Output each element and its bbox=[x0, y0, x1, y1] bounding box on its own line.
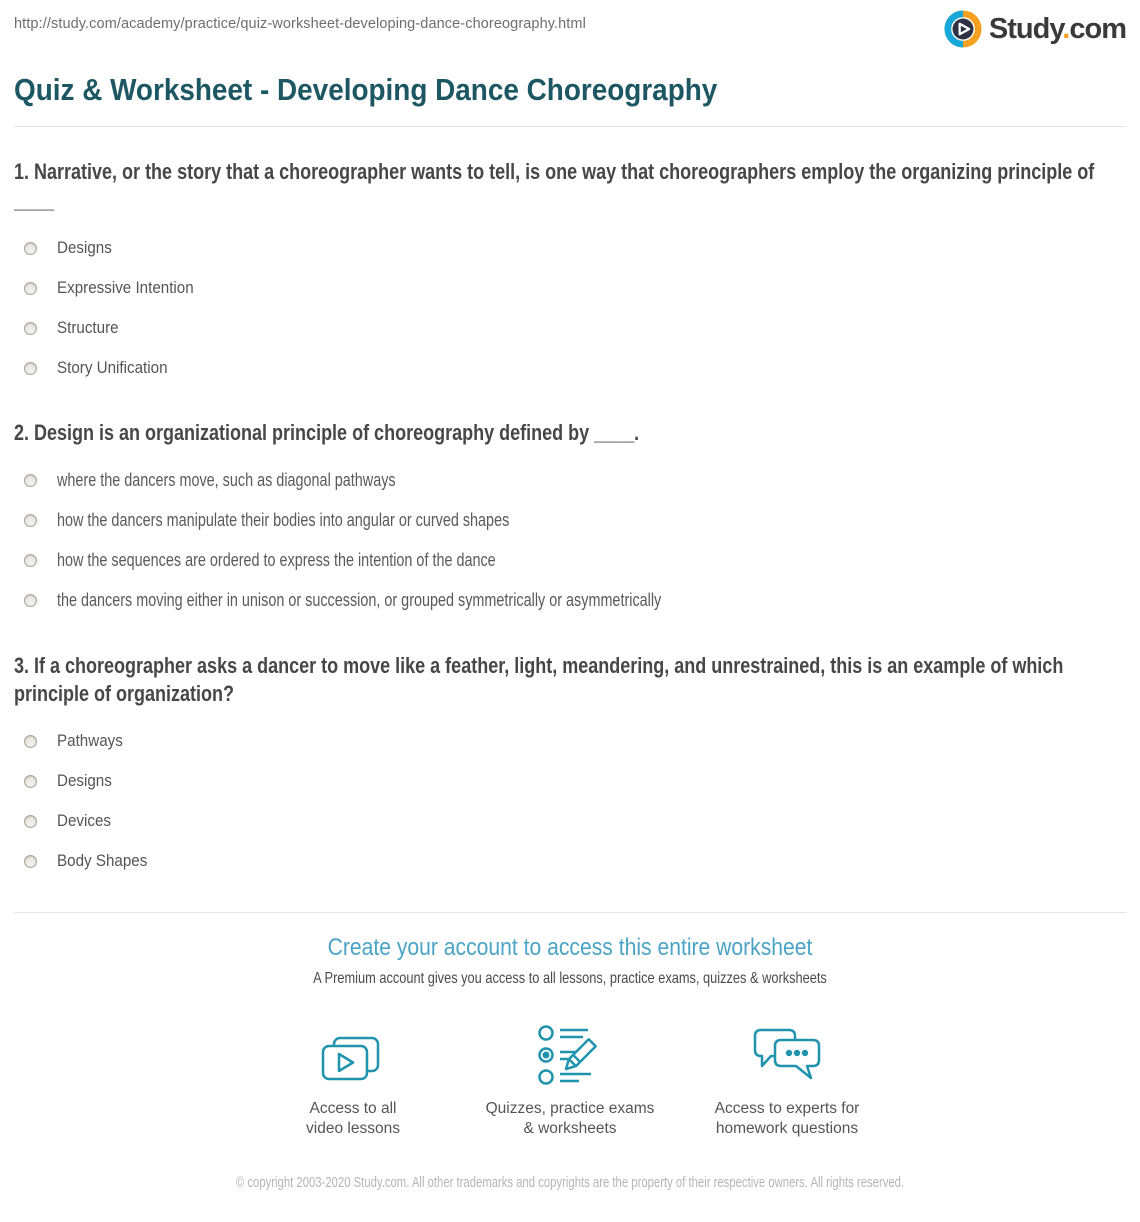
radio-button[interactable] bbox=[24, 554, 37, 567]
question-2-text: 2. Design is an organizational principle of choreography defined by ____. bbox=[14, 420, 640, 446]
radio-button[interactable] bbox=[24, 735, 37, 748]
feature-label: Quizzes, practice exams & worksheets bbox=[485, 1099, 655, 1137]
option-label: Pathways bbox=[57, 732, 123, 751]
answer-option[interactable] bbox=[14, 308, 1126, 348]
radio-button[interactable] bbox=[24, 775, 37, 788]
feature-expert-help bbox=[679, 1028, 896, 1139]
option-label: Structure bbox=[57, 318, 119, 337]
radio-button[interactable] bbox=[24, 242, 37, 255]
answer-option[interactable] bbox=[14, 581, 1126, 621]
feature-quizzes-worksheets bbox=[462, 1028, 679, 1139]
option-label: Designs bbox=[57, 772, 112, 791]
page-title: Quiz & Worksheet - Developing Dance Choreography bbox=[14, 72, 718, 107]
answer-option[interactable] bbox=[14, 461, 1126, 501]
title-divider bbox=[14, 126, 1126, 127]
answer-option[interactable] bbox=[14, 762, 1126, 802]
question-1 bbox=[14, 158, 1126, 388]
question-1-text: 1. Narrative, or the story that a choreographer wants to tell, is one way that choreographers employ the organizing principle of ____ bbox=[14, 159, 1095, 213]
answer-option[interactable] bbox=[14, 541, 1126, 581]
page-header bbox=[14, 0, 1126, 48]
feature-list bbox=[14, 1028, 1126, 1139]
option-label: Body Shapes bbox=[57, 852, 148, 871]
question-3-text: 3. If a choreographer asks a dancer to move like a feather, light, meandering, and unrestrained, this is an example of which principle of organization? bbox=[14, 652, 1064, 707]
radio-button[interactable] bbox=[24, 474, 37, 487]
quizzes-worksheets-icon bbox=[462, 1028, 679, 1086]
radio-button[interactable] bbox=[24, 855, 37, 868]
question-2-options bbox=[14, 461, 1126, 621]
radio-button[interactable] bbox=[24, 815, 37, 828]
experts-chat-icon bbox=[679, 1028, 896, 1086]
option-label: how the sequences are ordered to express the intention of the dance bbox=[57, 550, 496, 571]
feature-video-lessons bbox=[245, 1028, 462, 1139]
answer-option[interactable] bbox=[14, 348, 1126, 388]
option-label: Expressive Intention bbox=[57, 278, 194, 297]
studycom-play-icon bbox=[944, 10, 982, 48]
question-3 bbox=[14, 652, 1126, 882]
question-2 bbox=[14, 419, 1126, 621]
page-url: http://study.com/academy/practice/quiz-worksheet-developing-dance-choreography.html bbox=[14, 16, 586, 32]
radio-button[interactable] bbox=[24, 322, 37, 335]
create-account-link[interactable]: Create your account to access this entire worksheet bbox=[327, 933, 813, 961]
answer-option[interactable] bbox=[14, 268, 1126, 308]
studycom-logo[interactable] bbox=[944, 10, 1126, 48]
option-label: Story Unification bbox=[57, 358, 168, 377]
radio-button[interactable] bbox=[24, 594, 37, 607]
copyright-notice: © copyright 2003-2020 Study.com. All other trademarks and copyrights are the property of their respective owners. All rights reserved. bbox=[235, 1174, 905, 1191]
premium-subtitle: A Premium account gives you access to all lessons, practice exams, quizzes & worksheets bbox=[313, 969, 827, 987]
answer-option[interactable] bbox=[14, 802, 1126, 842]
question-1-options bbox=[14, 228, 1126, 388]
radio-button[interactable] bbox=[24, 282, 37, 295]
radio-button[interactable] bbox=[24, 514, 37, 527]
create-account-section bbox=[14, 912, 1126, 1139]
answer-option[interactable] bbox=[14, 501, 1126, 541]
feature-label: Access to experts for homework questions bbox=[714, 1099, 860, 1137]
answer-option[interactable] bbox=[14, 228, 1126, 268]
answer-option[interactable] bbox=[14, 722, 1126, 762]
question-3-options bbox=[14, 722, 1126, 882]
video-lessons-icon bbox=[245, 1028, 462, 1086]
option-label: how the dancers manipulate their bodies into angular or curved shapes bbox=[57, 510, 510, 531]
option-label: Designs bbox=[57, 238, 112, 257]
answer-option[interactable] bbox=[14, 842, 1126, 882]
option-label: where the dancers move, such as diagonal pathways bbox=[57, 470, 396, 491]
radio-button[interactable] bbox=[24, 362, 37, 375]
logo-wordmark: Study.com bbox=[988, 13, 1126, 45]
option-label: Devices bbox=[57, 812, 111, 831]
feature-label: Access to all video lessons bbox=[306, 1099, 400, 1137]
option-label: the dancers moving either in unison or succession, or grouped symmetrically or asymmetrically bbox=[57, 590, 662, 611]
